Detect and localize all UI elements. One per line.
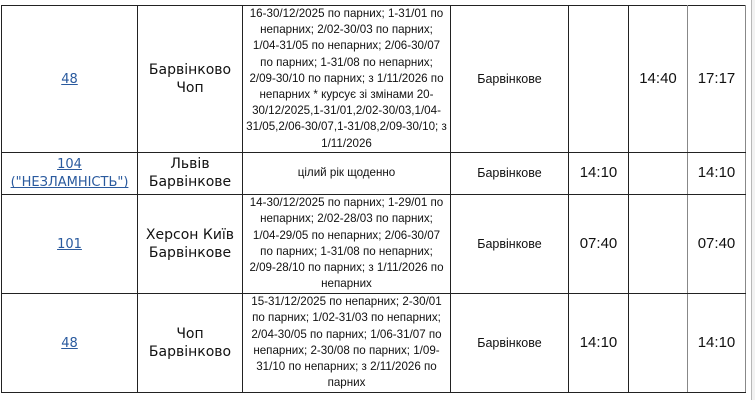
route-name: Чоп Барвінково — [148, 325, 232, 360]
table-row — [2, 194, 746, 293]
departure-cell — [629, 293, 688, 392]
schedule-days: цілий рік щоденно — [297, 166, 396, 180]
station-cell — [451, 152, 569, 194]
route-name-cell — [138, 6, 243, 153]
arrival-cell — [569, 152, 629, 194]
route-number-link[interactable]: 101 — [57, 236, 82, 252]
route-name: Херсон Київ Барвінкове — [145, 226, 235, 261]
station-name: Барвінкове — [477, 236, 542, 251]
scrollbar[interactable] — [751, 0, 755, 400]
schedule-days: 15-31/12/2025 по непарних; 2-30/01 по парних; 1/02-31/03 по непарних; 2/04-30/05 по парних; 1/06-31/07 по непарних; 2-30/08 по парних; 1/09-31/10 по непарних; з 2/11/2026 по парних — [251, 295, 442, 390]
route-brand-name: ("НЕЗЛАМНІСТЬ") — [10, 175, 129, 191]
route-name-cell — [138, 293, 243, 392]
route-number-cell — [2, 194, 138, 293]
schedule-days: 16-30/12/2025 по парних; 1-31/01 по непарних; 2/02-30/03 по парних; 1/04-31/05 по непарних; 2/06-30/07 по парних; 1-31/08 по непарних; 2/09-30/10 по парних; з 1/11/2026 по непарних * курсує зі змінами 20-30/12/2025,1-31/01,2/02-30/03,1/04-31/05,2/06-30/07,1-31/08,2/09-30/10; з 1/11/2026 — [246, 7, 447, 150]
arrival-time: 14:10 — [579, 164, 618, 182]
table-row — [2, 293, 746, 392]
station-name: Барвінкове — [477, 335, 542, 350]
route-name: Барвінково Чоп — [148, 61, 232, 96]
time-cell — [688, 194, 746, 293]
schedule-days-cell — [243, 194, 451, 293]
route-name: Львів Барвінкове — [148, 156, 232, 191]
station-cell — [451, 6, 569, 153]
arrival-time: 07:40 — [579, 234, 618, 252]
time-value: 17:17 — [697, 69, 736, 87]
arrival-cell — [569, 6, 629, 153]
station-cell — [451, 293, 569, 392]
station-cell — [451, 194, 569, 293]
departure-cell — [629, 194, 688, 293]
station-name: Барвінкове — [477, 166, 542, 181]
route-number-link[interactable]: 48 — [61, 335, 78, 351]
route-name-cell — [138, 152, 243, 194]
arrival-cell — [569, 194, 629, 293]
route-number-link[interactable]: 48 — [61, 71, 78, 87]
route-name-cell — [138, 194, 243, 293]
schedule-days-cell — [243, 152, 451, 194]
route-number-link[interactable] — [11, 157, 129, 190]
route-number-cell — [2, 6, 138, 153]
train-schedule-table — [1, 5, 746, 393]
route-number-cell — [2, 293, 138, 392]
time-cell — [688, 293, 746, 392]
departure-time: 14:40 — [639, 69, 677, 87]
arrival-time: 14:10 — [579, 333, 618, 351]
route-number-cell — [2, 152, 138, 194]
time-value: 14:10 — [697, 164, 736, 182]
table-row — [2, 152, 746, 194]
schedule-days-cell — [243, 6, 451, 153]
time-cell — [688, 152, 746, 194]
departure-cell — [629, 6, 688, 153]
route-number: 104 — [57, 157, 82, 173]
table-row — [2, 6, 746, 153]
station-name: Барвінкове — [477, 71, 542, 86]
time-value: 07:40 — [697, 234, 736, 252]
schedule-days: 14-30/12/2025 по парних; 1-29/01 по непарних; 2/02-28/03 по парних; 1/04-29/05 по непарних; 2/06-30/07 по парних; 1-31/08 по непарних; 2/09-28/10 по парних; з 1/11/2026 по непарних — [249, 196, 444, 291]
arrival-cell — [569, 293, 629, 392]
time-value: 14:10 — [697, 333, 736, 351]
departure-cell — [629, 152, 688, 194]
schedule-days-cell — [243, 293, 451, 392]
time-cell — [688, 6, 746, 153]
